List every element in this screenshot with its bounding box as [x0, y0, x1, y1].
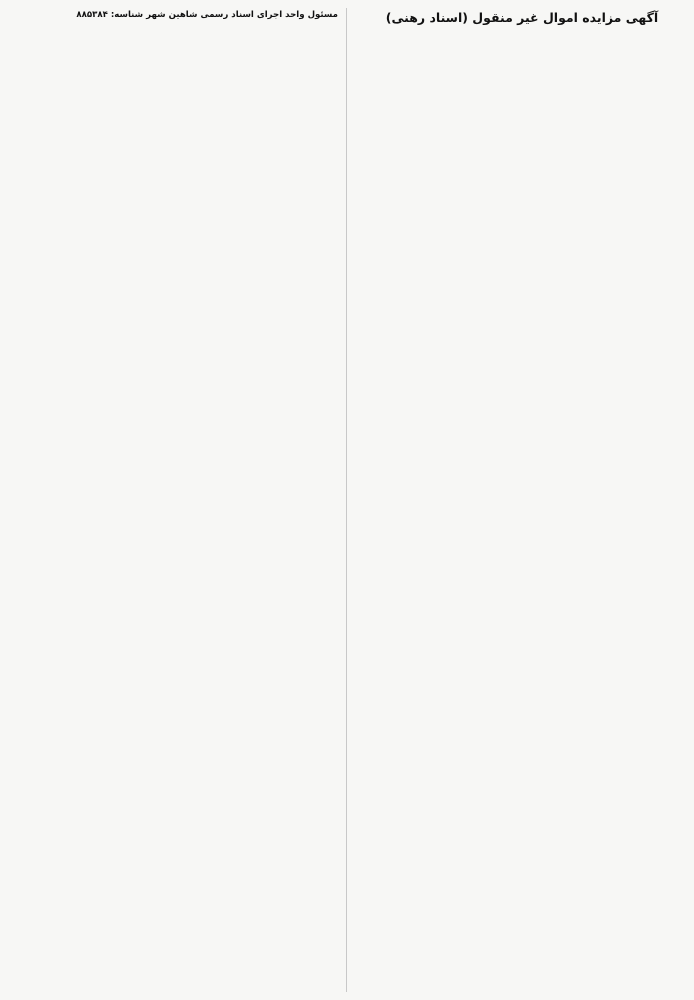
right-column: [352, 6, 688, 992]
left-column: [6, 6, 342, 992]
notice-closing-signature: مسئول واحد اجرای اسناد رسمی شاهین شهر شناسه: ۸۸۵۳۸۴: [76, 10, 338, 20]
notice-title: آگهی مزایده اموال غیر منقول (اسناد رهنی): [385, 10, 659, 25]
column-divider: [346, 8, 347, 992]
